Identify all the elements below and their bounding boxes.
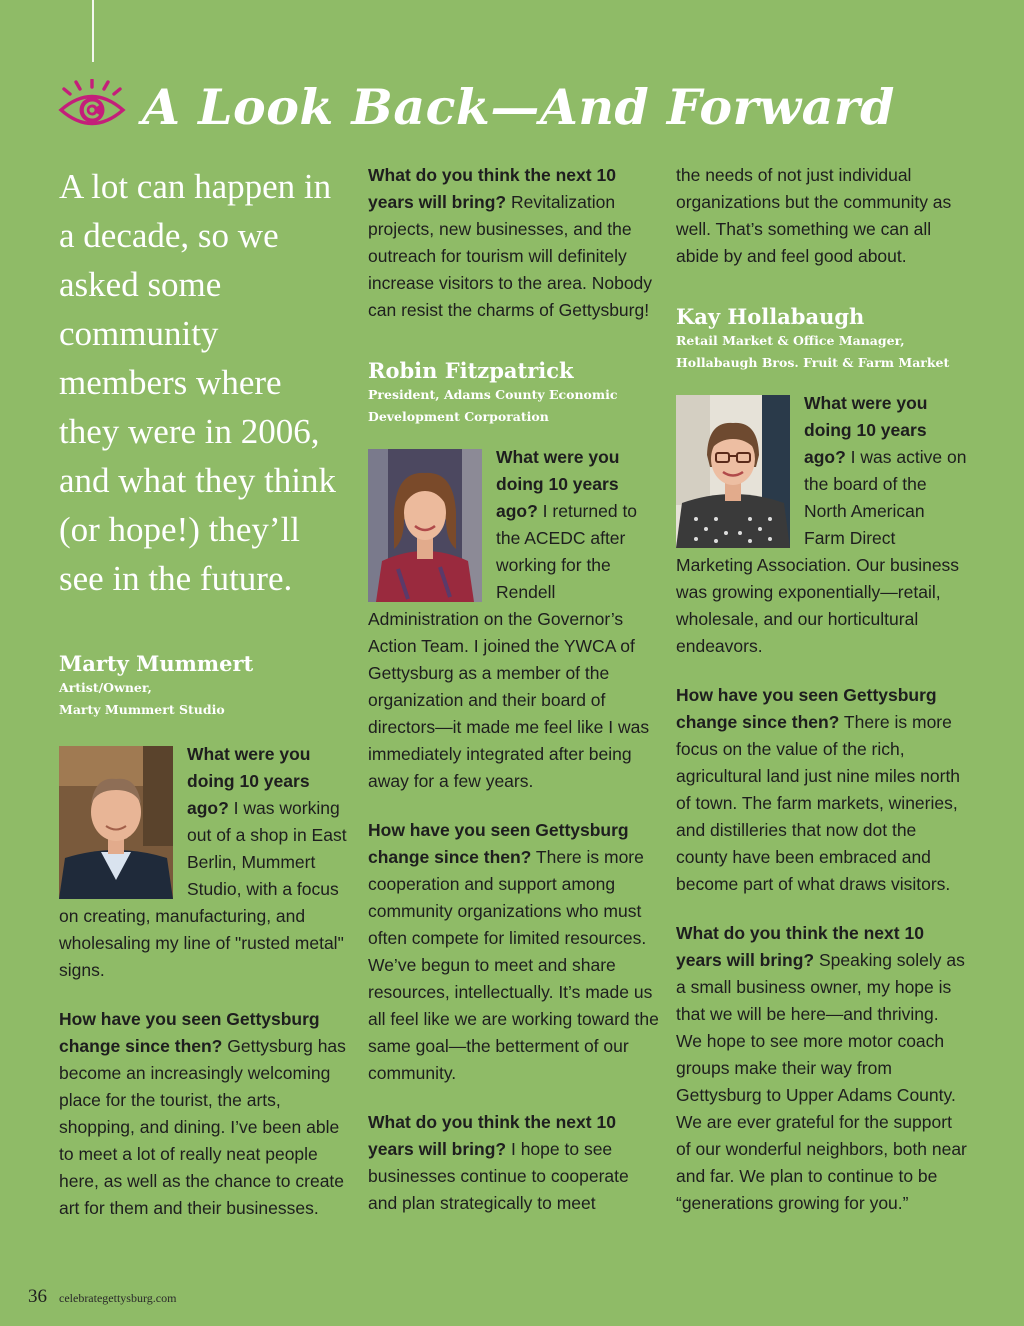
column-2 bbox=[368, 162, 660, 1217]
page-title: A Look Back—And Forward bbox=[142, 78, 895, 136]
robin-question-2: How have you seen Gettysburg change since then? bbox=[368, 820, 629, 867]
kay-answer-2: There is more focus on the value of the rich, agricultural land just nine miles north of town. The farm markets, wineries, and distilleries that now dot the county have been embraced and become part of what draws visitors. bbox=[676, 712, 961, 894]
robin-answer-3-continued: the needs of not just individual organizations but the community as well. That’s something we can all abide by and feel good about. bbox=[676, 165, 952, 266]
kay-question-2: How have you seen Gettysburg change since then? bbox=[676, 685, 937, 732]
intro-text: A lot can happen in a decade, so we asked some community members where they were in 2006, and what they think (or hope!) they’ll see in the future. bbox=[59, 167, 337, 598]
decorative-rule bbox=[92, 0, 94, 62]
kay-answer-1: I was active on the board of the North American Farm Direct Marketing Association. Our business was growing exponentially—retail, wholesale, and our horticultural endeavors. bbox=[676, 447, 967, 656]
column-1 bbox=[59, 162, 351, 1222]
page-number: 36 bbox=[28, 1286, 47, 1307]
robin-answer-3-continued-block bbox=[676, 162, 968, 270]
profile-org-kay: Hollabaugh Bros. Fruit & Farm Market bbox=[676, 355, 950, 370]
eye-icon bbox=[58, 79, 126, 136]
kay-question-3: What do you think the next 10 years will bring? bbox=[676, 923, 924, 970]
marty-answer-1: I was working out of a shop in East Berlin, Mummert Studio, with a focus on creating, manufacturing, and wholesaling my line of "rusted metal" signs. bbox=[59, 798, 347, 980]
robin-question-3: What do you think the next 10 years will bring? bbox=[368, 1112, 616, 1159]
page-footer bbox=[28, 1286, 176, 1308]
marty-answer-2: Gettysburg has become an increasingly welcoming place for the tourist, the arts, shopping, and dining. I’ve been able to meet a lot of really neat people here, as well as the chance to create art for them and their businesses. bbox=[59, 1036, 346, 1218]
profile-role-kay: Retail Market & Office Manager, bbox=[676, 333, 905, 348]
profile-name-kay: Kay Hollabaugh bbox=[676, 304, 865, 329]
profile-name-robin: Robin Fitzpatrick bbox=[368, 358, 574, 383]
robin-answer-1: I returned to the ACEDC after working for the Rendell Administration on the Governor’s Action Team. I joined the YWCA of Gettysburg as a member of the organization and their board of directors—it made me feel like I was immediately integrated after being away for a few years. bbox=[368, 501, 650, 791]
profile-name-marty: Marty Mummert bbox=[59, 651, 254, 676]
kay-answers bbox=[676, 390, 968, 1217]
marty-question-3: What do you think the next 10 years will bring? bbox=[368, 165, 616, 212]
robin-question-1: What were you doing 10 years ago? bbox=[496, 447, 620, 521]
marty-answer-3: Revitalization projects, new businesses, and the outreach for tourism will definitely increase visitors to the area. Nobody can resist the charms of Gettysburg! bbox=[368, 192, 653, 320]
portrait-photo-marty bbox=[59, 746, 173, 899]
marty-question-1: What were you doing 10 years ago? bbox=[187, 744, 311, 818]
portrait-photo-kay bbox=[676, 395, 790, 548]
marty-question-2: How have you seen Gettysburg change since then? bbox=[59, 1009, 320, 1056]
robin-answers bbox=[368, 444, 660, 1217]
kay-answer-3: Speaking solely as a small business owner, my hope is that we will be here—and thriving. We hope to see more motor coach groups make their way from Gettysburg to Upper Adams County. We are ever grateful for the support of our wonderful neighbors, both near and far. We plan to continue to be “generations growing for you.” bbox=[676, 950, 967, 1213]
profile-role-marty: Artist/Owner, bbox=[59, 680, 152, 695]
kay-question-1: What were you doing 10 years ago? bbox=[804, 393, 928, 467]
robin-answer-2: There is more cooperation and support among community organizations who must often compete for limited resources. We’ve begun to meet and share resources, intellectually. It’s made us all feel like we are working toward the same goal—the betterment of our community. bbox=[368, 847, 659, 1083]
marty-answers bbox=[59, 741, 351, 1222]
robin-answer-3: I hope to see businesses continue to cooperate and plan strategically to meet bbox=[368, 1139, 629, 1213]
page-header bbox=[58, 72, 895, 142]
profile-role-robin: President, Adams County Economic bbox=[368, 387, 618, 402]
website-url: celebrategettysburg.com bbox=[59, 1291, 177, 1305]
profile-org-robin: Development Corporation bbox=[368, 409, 549, 424]
marty-answer-3-block bbox=[368, 162, 660, 324]
profile-org-marty: Marty Mummert Studio bbox=[59, 702, 225, 717]
column-3 bbox=[676, 162, 968, 1217]
portrait-photo-robin bbox=[368, 449, 482, 602]
